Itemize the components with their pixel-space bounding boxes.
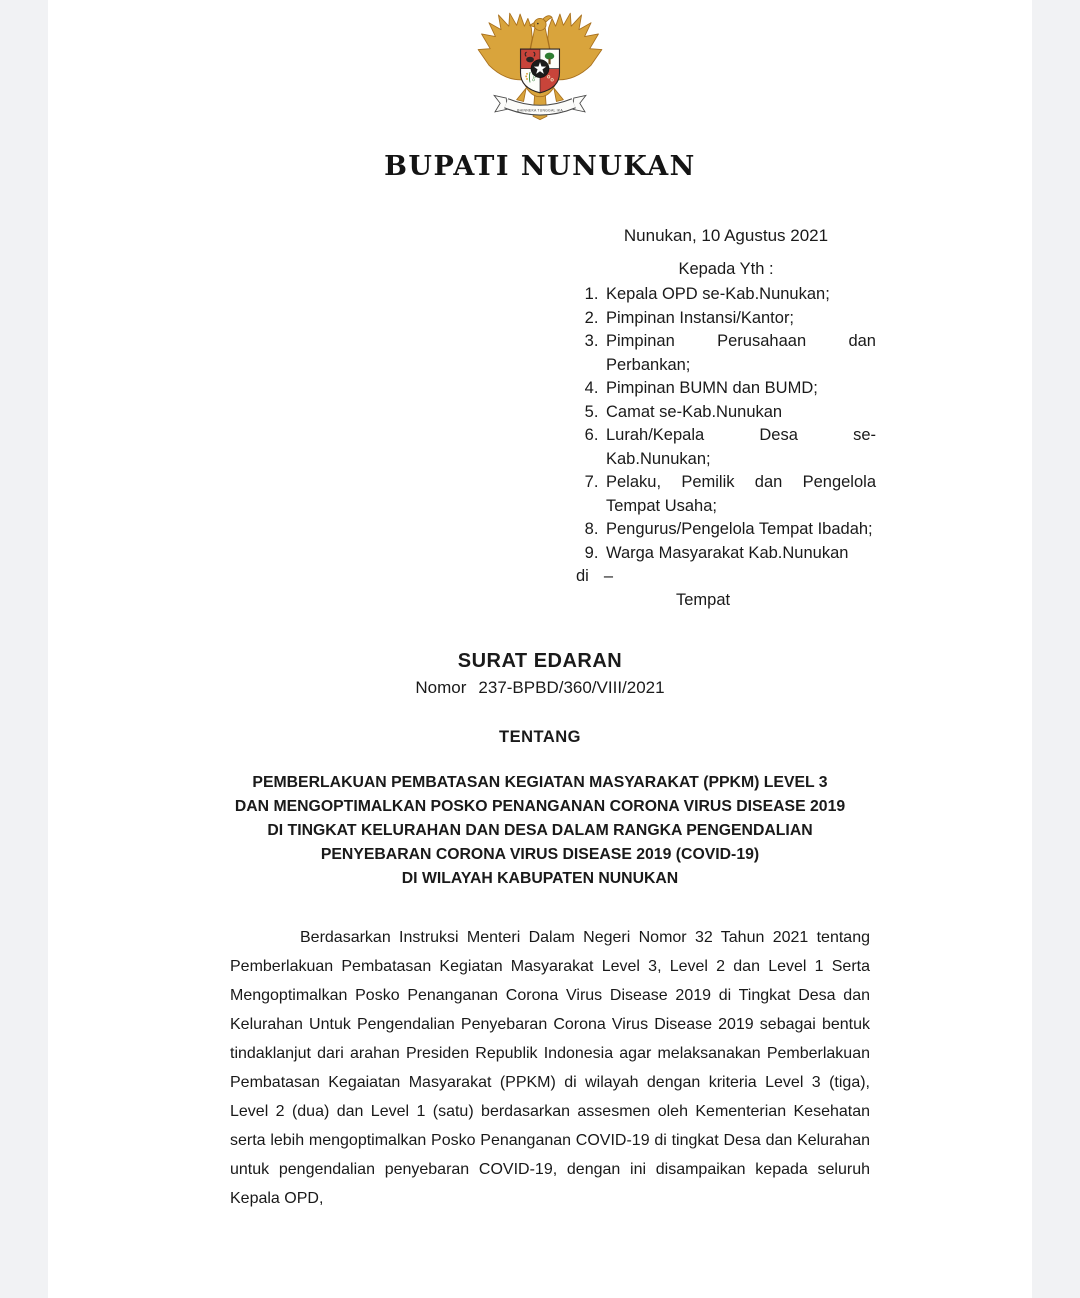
recipient-item: 8. Pengurus/Pengelola Tempat Ibadah;	[603, 518, 876, 542]
recipient-item: 2. Pimpinan Instansi/Kantor;	[603, 307, 876, 331]
di-dash: –	[603, 567, 614, 585]
letterhead	[48, 0, 1032, 182]
recipient-item: 1. Kepala OPD se-Kab.Nunukan;	[603, 283, 876, 307]
recipient-item: 3. Pimpinan Perusahaan dan Perbankan;	[603, 330, 876, 377]
address-block	[576, 260, 876, 612]
recipient-item: 7. Pelaku, Pemilik dan Pengelola Tempat Usaha;	[603, 471, 876, 518]
doc-title-line: PENYEBARAN CORONA VIRUS DISEASE 2019 (COVID-19)	[320, 846, 760, 863]
recipient-item: 5. Camat se-Kab.Nunukan	[603, 401, 876, 425]
doc-title	[48, 771, 1032, 891]
doc-title-line: PEMBERLAKUAN PEMBATASAN KEGIATAN MASYARAKAT (PPKM) LEVEL 3	[252, 774, 828, 791]
recipient-item: 6. Lurah/Kepala Desa se-Kab.Nunukan;	[603, 424, 876, 471]
about-label: TENTANG	[498, 728, 582, 746]
di-word: di	[576, 567, 589, 585]
document-paper	[48, 0, 1032, 1298]
pancasila-shield	[521, 49, 560, 93]
recipient-item: 9. Warga Masyarakat Kab.Nunukan	[603, 542, 876, 566]
document-heading	[48, 650, 1032, 891]
body-paragraph: Berdasarkan Instruksi Menteri Dalam Negeri Nomor 32 Tahun 2021 tentang Pemberlakuan Pembatasan Kegiatan Masyarakat Level 3, Level 2 dan Level 1 Serta Mengoptimalkan Posko Penanganan Corona Virus Disease 2019 di Tingkat Desa dan Kelurahan Untuk Pengendalian Penyebaran Corona Virus Disease 2019 sebagai bentuk tindaklanjut dari arahan Presiden Republik Indonesia agar melaksanakan Pemberlakuan Pembatasan Kegaiatan Masyarakat (PPKM) di wilayah dengan kriteria Level 3 (tiga), Level 2 (dua) dan Level 1 (satu) berdasarkan assesmen oleh Kementerian Kesehatan serta lebih mengoptimalkan Posko Penanganan COVID-19 di tingkat Desa dan Kelurahan untuk pengendalian penyebaran COVID-19, dengan ini disampaikan kepada seluruh Kepala OPD,	[230, 929, 870, 1207]
ribbon-motto-text: BHINNEKA TUNGGAL IKA	[517, 108, 563, 113]
salutation: Kepada Yth :	[678, 260, 774, 278]
garuda-leg-left	[517, 88, 527, 101]
doc-title-line: DI WILAYAH KABUPATEN NUNUKAN	[401, 870, 679, 887]
doc-number-label: Nomor	[415, 678, 467, 697]
doc-title-line: DAN MENGOPTIMALKAN POSKO PENANGANAN CORONA VIRUS DISEASE 2019	[234, 798, 846, 815]
garuda-eye	[537, 23, 539, 25]
di-line	[576, 565, 876, 589]
recipient-item: 4. Pimpinan BUMN dan BUMD;	[603, 377, 876, 401]
garuda-neck	[530, 28, 549, 49]
doc-title-line: DI TINGKAT KELURAHAN DAN DESA DALAM RANGKA PENGENDALIAN	[267, 822, 813, 839]
garuda-head	[534, 18, 546, 30]
place-line: Tempat	[676, 590, 731, 609]
doc-number	[48, 678, 1032, 698]
dateline: Nunukan, 10 Agustus 2021	[623, 226, 829, 245]
doc-number-value: 237-BPBD/360/VIII/2021	[478, 678, 665, 697]
recipients-list	[576, 283, 876, 565]
garuda-leg-right	[554, 88, 564, 101]
letterhead-title: BUPATI NUNUKAN	[384, 151, 696, 182]
garuda-pancasila-emblem	[475, 8, 605, 124]
doc-type-heading: SURAT EDARAN	[457, 650, 623, 672]
